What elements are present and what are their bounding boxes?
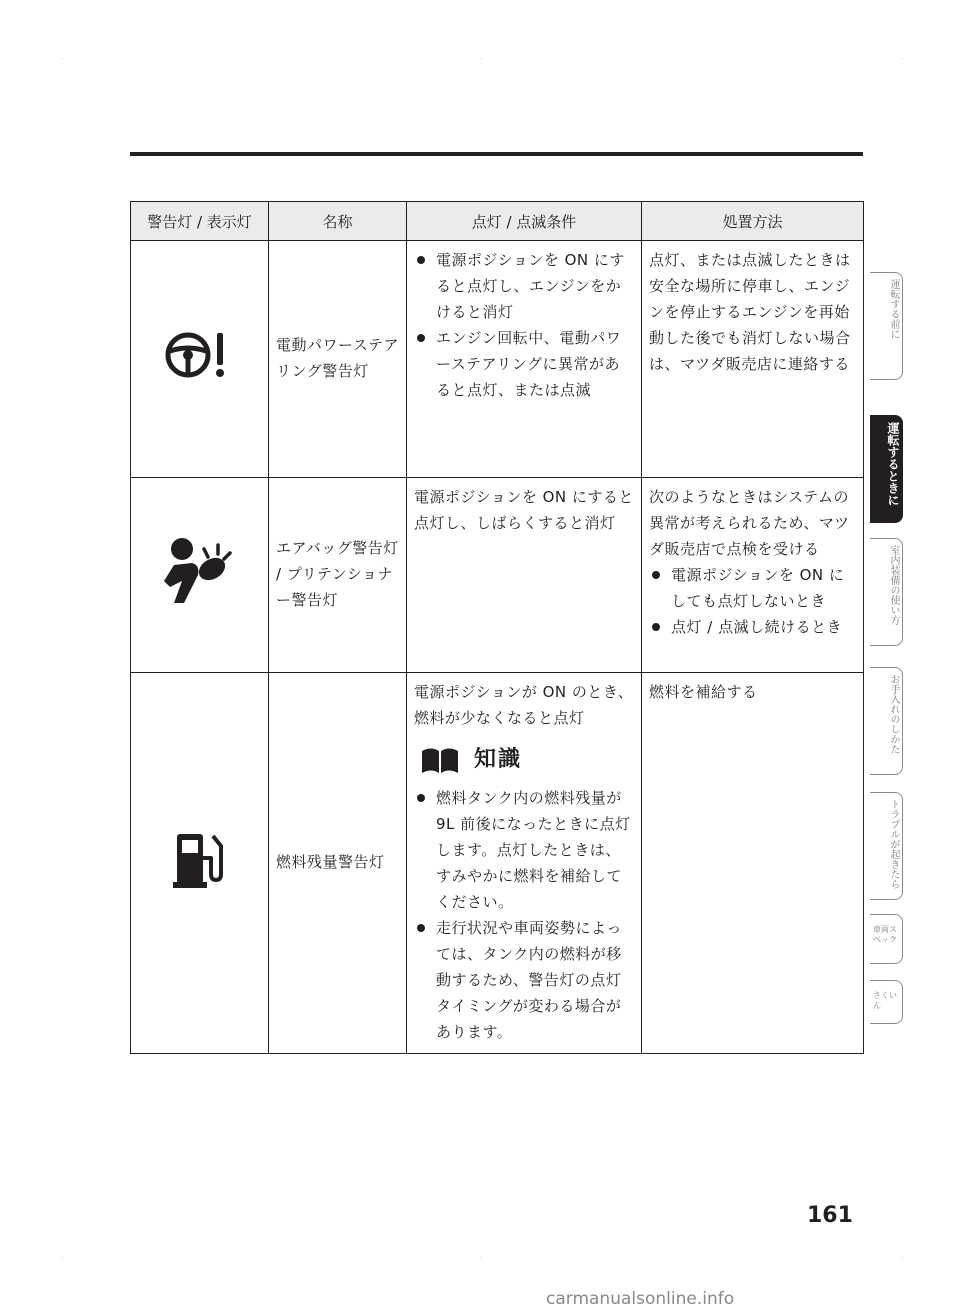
list-item: 走行状況や車両姿勢によっては、タンク内の燃料が移動するため、警告灯の点灯タイミングが変わる場合があります。 (414, 915, 635, 1045)
list-item: エンジン回転中、電動パワーステアリングに異常があると点灯、または点滅 (414, 325, 635, 403)
list-item: 燃料タンク内の燃料残量が 9L 前後になったときに点灯します。点灯したときは、すみやかに燃料を補給してください。 (414, 785, 635, 915)
page-number: 161 (807, 1203, 853, 1228)
fuel-level-warning-icon (165, 824, 235, 894)
action-intro: 次のようなときはシステムの異常が考えられるため、マツダ販売店で点検を受ける (649, 488, 850, 558)
chapter-tab[interactable]: さくいん (870, 980, 903, 1024)
chapter-tab[interactable]: 室内装備の使い方 (870, 538, 903, 646)
knowledge-box (420, 745, 635, 775)
condition-cell (407, 673, 642, 1054)
crop-mark (902, 58, 903, 59)
chapter-tab[interactable]: 車両スペック (870, 914, 903, 964)
condition-cell: 電源ポジションを ON にすると点灯し、しばらくすると消灯 (407, 478, 642, 673)
knowledge-title: 知識 (474, 747, 523, 772)
action-cell: 燃料を補給する (642, 673, 864, 1054)
table-header-row (131, 202, 864, 241)
list-item: 電源ポジションを ON にしても点灯しないとき (649, 562, 857, 614)
table-row (131, 478, 864, 673)
chapter-tab[interactable]: トラブルが起きたら (870, 792, 903, 900)
icon-cell (131, 241, 269, 478)
watermark: carmanualsonline.info (546, 1289, 735, 1309)
table-row (131, 673, 864, 1054)
column-header: 処置方法 (642, 202, 864, 241)
header-rule (130, 152, 863, 156)
condition-cell (407, 241, 642, 478)
column-header: 点灯 / 点滅条件 (407, 202, 642, 241)
name-cell: 燃料残量警告灯 (269, 673, 407, 1054)
chapter-tab[interactable]: お手入れのしかた (870, 667, 903, 775)
power-steering-warning-icon (160, 327, 240, 383)
condition-text: 電源ポジションが ON のとき、燃料が少なくなると点灯 (414, 683, 634, 727)
airbag-pretensioner-warning-icon (160, 535, 240, 607)
icon-cell (131, 478, 269, 673)
action-cell (642, 478, 864, 673)
book-icon (420, 745, 460, 775)
action-cell: 点灯、または点滅したときは安全な場所に停車し、エンジンを停止するエンジンを再始動した後でも消灯しない場合は、マツダ販売店に連絡する (642, 241, 864, 478)
warning-light-table (130, 201, 864, 1054)
crop-mark (902, 1257, 903, 1258)
crop-mark (62, 1257, 63, 1258)
column-header: 名称 (269, 202, 407, 241)
chapter-tab[interactable]: 運転する前に (870, 272, 903, 380)
name-cell: 電動パワーステアリング警告灯 (269, 241, 407, 478)
crop-mark (480, 58, 481, 59)
chapter-tab-active[interactable]: 運転するときに (870, 415, 903, 523)
icon-cell (131, 673, 269, 1054)
crop-mark (480, 1257, 481, 1258)
table-row (131, 241, 864, 478)
column-header: 警告灯 / 表示灯 (131, 202, 269, 241)
name-cell: エアバッグ警告灯 / プリテンショナー警告灯 (269, 478, 407, 673)
list-item: 電源ポジションを ON にすると点灯し、エンジンをかけると消灯 (414, 247, 635, 325)
crop-mark (62, 58, 63, 59)
list-item: 点灯 / 点滅し続けるとき (649, 614, 857, 640)
